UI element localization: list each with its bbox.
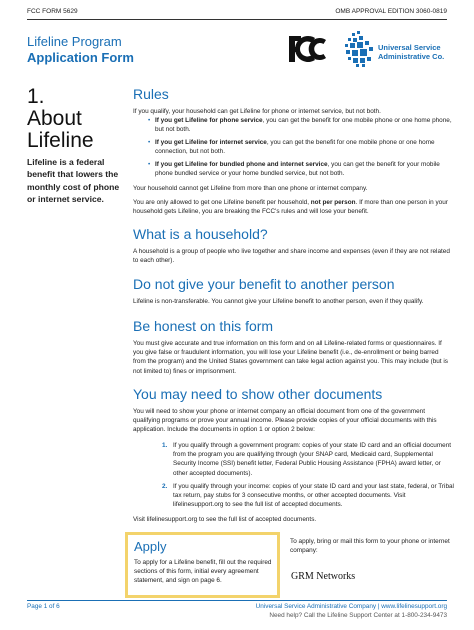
apply-company-instructions: To apply, bring or mail this form to your phone or internet company:	[290, 538, 450, 555]
usac-logo-icon	[344, 31, 374, 67]
fcc-logo-icon	[287, 32, 327, 66]
rule-bullet-internet: If you get Lifeline for internet service, you can get the benefit for one mobile phone or one home connection, but not both.	[155, 139, 435, 156]
documents-heading: You may need to show other documents	[133, 386, 383, 402]
rules-heading: Rules	[133, 86, 169, 102]
honest-heading: Be honest on this form	[133, 318, 274, 334]
section-summary: Lifeline is a federal benefit that lowers the monthly cost of phone or internet service.	[27, 157, 120, 205]
omb-approval: OMB APPROVAL EDITION 3060-0819	[335, 8, 447, 15]
documents-visit-line: Visit lifelinesupport.org to see the full list of accepted documents.	[133, 516, 317, 523]
company-name: GRM Networks	[291, 571, 356, 582]
section-number: 1.	[27, 85, 45, 108]
program-title: Lifeline Program	[27, 34, 122, 49]
option-number: 1.	[162, 442, 168, 449]
usac-name-line1: Universal Service	[378, 43, 441, 52]
bullet-dot: •	[148, 161, 151, 168]
usac-name-line2: Administrative Co.	[378, 52, 445, 61]
rules-per-household: You are only allowed to get one Lifeline benefit per household, not per person. If more than one person in your household gets Lifeline, you are breaking the FCC's rules and will lose your benefit.	[133, 199, 448, 216]
rule-bullet-phone: If you get Lifeline for phone service, you can get the benefit for one mobile phone or one home phone, but not both.	[155, 117, 452, 134]
honest-text: You must give accurate and true information on this form and on all Lifeline-related forms or questionnaires. If you give false or fraudulent information, you will lose your Lifeline benefit (i.e., de-enrollment or being barred from the program) and the United States government can take legal action against you. This may include (but is not limited to) fines or imprisonment.	[133, 340, 448, 375]
top-header-bar	[27, 6, 447, 20]
section-title-line1: About	[27, 107, 82, 130]
rules-intro: If you qualify, your household can get Lifeline for phone or internet service, but not both.	[133, 108, 381, 115]
footer-help-line: Need help? Call the Lifeline Support Center at 1-800-234-9473	[269, 612, 447, 619]
bullet-dot: •	[148, 139, 151, 146]
footer-divider	[27, 600, 447, 601]
rules-household-line: Your household cannot get Lifeline from more than one phone or internet company.	[133, 185, 368, 192]
rule-bullet-bundled: If you get Lifeline for bundled phone and internet service, you can get the benefit for your mobile phone bundled service or your home bundled service, but not both.	[155, 161, 440, 178]
option-number: 2.	[162, 483, 168, 490]
household-text: A household is a group of people who live together and share income and expenses (even if they are not related to each other).	[133, 248, 450, 265]
footer-org-link[interactable]: Universal Service Administrative Company | www.lifelinesupport.org	[255, 603, 447, 610]
form-id: FCC FORM 5629	[27, 8, 78, 15]
apply-text: To apply for a Lifeline benefit, fill out the required sections of this form, initial every agreement statement, and sign on page 6.	[134, 559, 272, 585]
page-number: Page 1 of 6	[27, 603, 60, 610]
household-heading: What is a household?	[133, 226, 268, 242]
documents-text: You will need to show your phone or internet company an official document from one of the government qualifying programs or prove your annual income. Please provide copies of your official documents with this application. Include the documents in option 1 or option 2 below:	[133, 408, 437, 434]
transfer-text: Lifeline is non-transferable. You cannot give your Lifeline benefit to another person, even if they qualify.	[133, 298, 424, 305]
apply-heading: Apply	[134, 539, 167, 554]
document-option-2: If you qualify through your income: copies of your state ID card and your last state, federal, or Tribal tax return, pay stubs for 3 consecutive months, or other accepted documents. Visit lifelinesupport.org to see the full list of accepted documents.	[173, 483, 454, 509]
document-option-1: If you qualify through a government program: copies of your state ID card and an official document from the program you are qualifying through (your SNAP card, Medicaid card, Supplemental Security Income (SSI) benefit letter, Federal Public Housing Assistance (FPHA) award letter, or other accepted documents).	[173, 442, 452, 477]
bullet-dot: •	[148, 117, 151, 124]
form-title: Application Form	[27, 50, 134, 65]
section-title-line2: Lifeline	[27, 129, 94, 152]
transfer-heading: Do not give your benefit to another person	[133, 276, 395, 292]
